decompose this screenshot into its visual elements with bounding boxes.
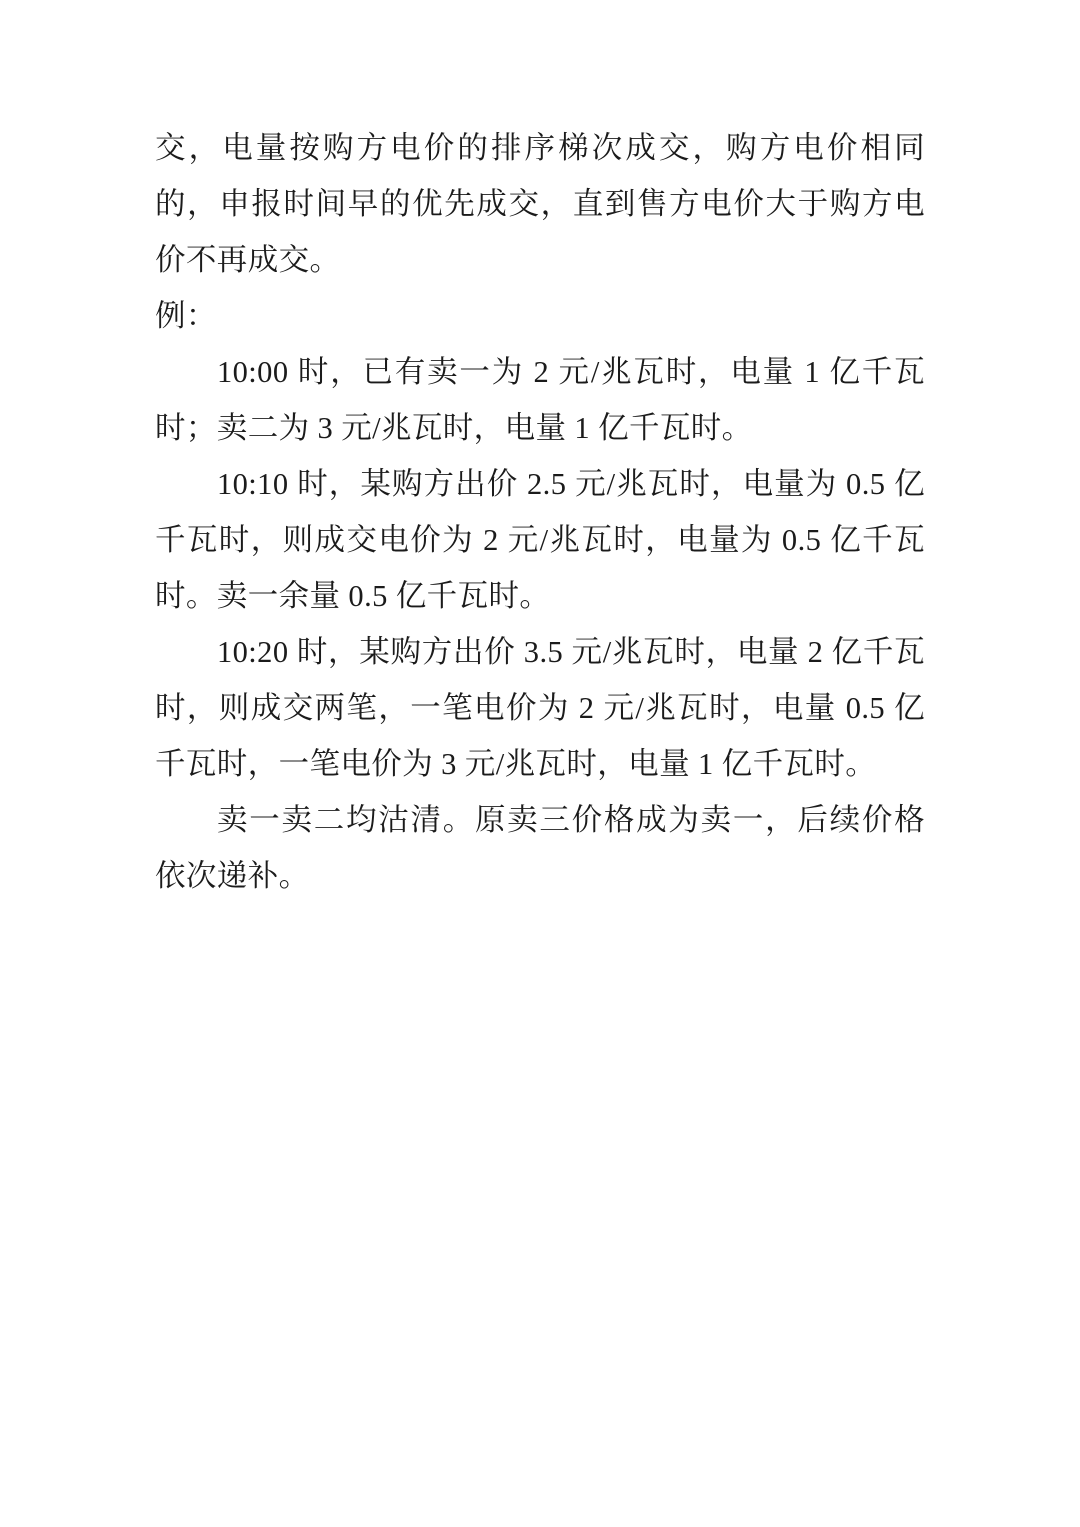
paragraph-example-summary: 卖一卖二均沽清。原卖三价格成为卖一，后续价格依次递补。	[155, 803, 925, 893]
paragraph-example-1010: 10:10 时，某购方出价 2.5 元/兆瓦时，电量为 0.5 亿千瓦时，则成交电价为 2 元/兆瓦时，电量为 0.5 亿千瓦时。卖一余量 0.5 亿千瓦时。	[155, 467, 925, 613]
document-body	[155, 120, 925, 904]
paragraph-continued-rule: 交，电量按购方电价的排序梯次成交，购方电价相同的，申报时间早的优先成交，直到售方电价大于购方电价不再成交。	[155, 131, 925, 277]
paragraph-example-1000: 10:00 时，已有卖一为 2 元/兆瓦时，电量 1 亿千瓦时；卖二为 3 元/兆瓦时，电量 1 亿千瓦时。	[155, 355, 925, 445]
paragraph-example-label: 例：	[155, 299, 217, 333]
paragraph-example-1020: 10:20 时，某购方出价 3.5 元/兆瓦时，电量 2 亿千瓦时，则成交两笔，一笔电价为 2 元/兆瓦时，电量 0.5 亿千瓦时，一笔电价为 3 元/兆瓦时，电量 1 亿千瓦时。	[155, 635, 925, 781]
